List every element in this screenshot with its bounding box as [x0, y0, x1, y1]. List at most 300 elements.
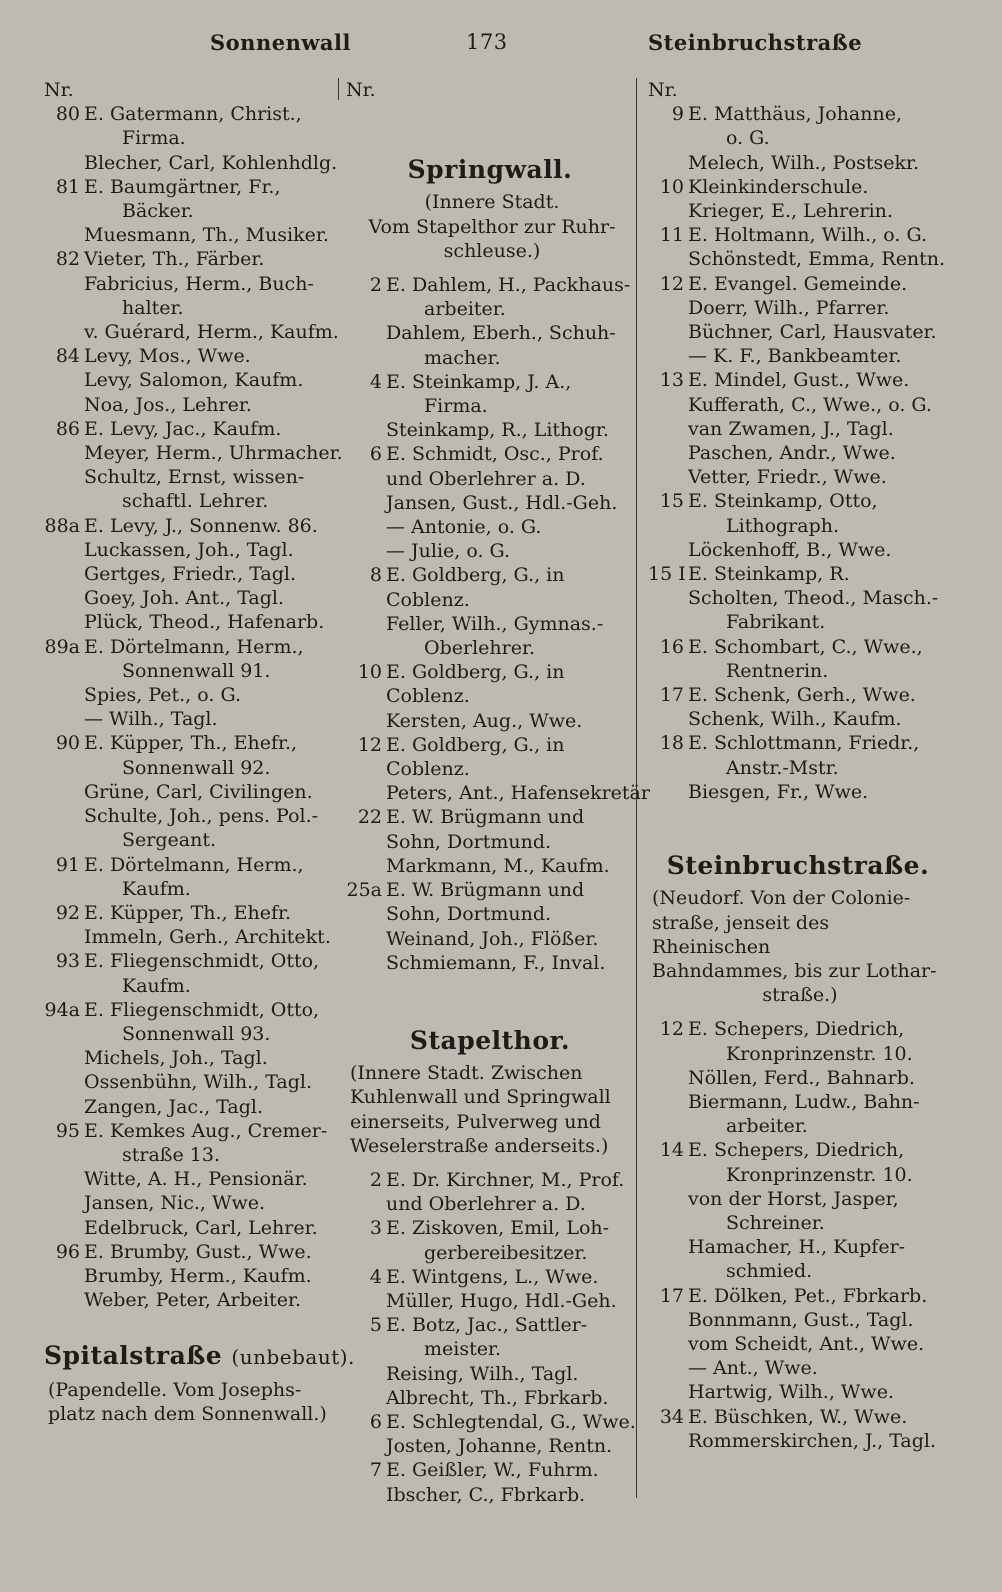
house-number: 95 — [55, 1119, 80, 1142]
house-number — [44, 804, 84, 828]
list-item — [346, 781, 650, 805]
list-item — [346, 951, 634, 975]
list-item — [648, 1187, 948, 1211]
steinbruchstrasse-entries — [648, 1017, 948, 1453]
list-item — [44, 804, 334, 828]
entry-text: Sonnenwall 91. — [122, 659, 271, 682]
list-item — [346, 588, 634, 612]
house-number: 91 — [55, 853, 80, 876]
house-number — [44, 489, 84, 513]
entry-text: Löckenhoff, B., Wwe. — [688, 538, 892, 561]
list-item — [346, 1313, 634, 1337]
house-number: 4 — [369, 1265, 382, 1288]
house-number — [648, 1380, 688, 1404]
entry-text: E. Schombart, C., Wwe., — [688, 635, 923, 658]
entry-text: E. Schepers, Diedrich, — [688, 1018, 905, 1041]
house-number: 16 — [659, 635, 684, 658]
list-item — [44, 901, 334, 925]
house-number — [346, 902, 386, 926]
entry-text: meister. — [424, 1338, 502, 1361]
entry-text: Nöllen, Ferd., Bahnarb. — [688, 1066, 915, 1089]
house-number: 5 — [369, 1314, 382, 1337]
entry-text: E. Goldberg, G., in — [386, 733, 565, 756]
house-number: 81 — [55, 175, 80, 198]
entry-text: — K. F., Bankbeamter. — [688, 345, 902, 368]
entry-text: Rentnerin. — [726, 659, 829, 682]
entry-text: Ossenbühn, Wilh., Tagl. — [84, 1071, 313, 1094]
entry-text: Melech, Wilh., Postsekr. — [688, 151, 920, 174]
house-number: 86 — [55, 417, 80, 440]
entry-text: Jansen, Gust., Hdl.-Geh. — [386, 491, 618, 514]
list-item — [346, 442, 634, 466]
list-item — [346, 491, 634, 515]
house-number — [648, 151, 688, 175]
entry-text: — Antonie, o. G. — [386, 516, 542, 539]
house-number — [648, 1235, 688, 1259]
entry-text: E. Goldberg, G., in — [386, 564, 565, 587]
entry-text: Fabrikant. — [726, 611, 826, 634]
entry-text: E. Steinkamp, J. A., — [386, 370, 572, 393]
entry-text: Coblenz. — [386, 685, 470, 708]
house-number — [346, 927, 386, 951]
entry-text: Sohn, Dortmund. — [386, 903, 552, 926]
list-item — [648, 1066, 948, 1090]
column-divider — [338, 78, 339, 100]
list-item — [648, 514, 948, 538]
list-item — [648, 610, 948, 634]
house-number: 89a — [44, 635, 80, 658]
house-number — [648, 586, 688, 610]
list-item — [346, 733, 634, 757]
house-number: 96 — [55, 1240, 80, 1263]
entry-text: Immeln, Gerh., Architekt. — [84, 926, 331, 949]
list-item — [44, 877, 334, 901]
list-item — [44, 1095, 334, 1119]
list-item — [44, 925, 334, 949]
entry-text: Doerr, Wilh., Pfarrer. — [688, 296, 890, 319]
house-number — [346, 321, 386, 345]
entry-text: E. Mindel, Gust., Wwe. — [688, 369, 910, 392]
house-number — [346, 709, 386, 733]
house-number — [346, 684, 386, 708]
house-number — [44, 1046, 84, 1070]
running-header-right: Steinbruchstraße — [648, 30, 863, 55]
section-desc-stapelthor: (Innere Stadt. Zwischen Kuhlenwall und Springwall einerseits, Pulverweg und Weselerstraße anderseits.) — [350, 1062, 611, 1157]
entry-text: straße 13. — [122, 1143, 220, 1166]
entry-text: Vetter, Friedr., Wwe. — [688, 466, 887, 489]
house-number: 11 — [659, 224, 684, 247]
house-number — [44, 780, 84, 804]
list-item — [648, 393, 948, 417]
list-item — [44, 368, 334, 392]
house-number — [44, 1167, 84, 1191]
list-item — [44, 417, 334, 441]
house-number — [648, 1090, 688, 1114]
house-number: 15 — [659, 490, 684, 513]
entry-text: Zangen, Jac., Tagl. — [84, 1095, 263, 1118]
section-desc-springwall: (Innere Stadt. Vom Stapelthor zur Ruhr- schleuse.) — [368, 191, 616, 262]
house-number — [44, 199, 84, 223]
house-number — [648, 659, 688, 683]
entry-text: E. Steinkamp, Otto, — [688, 490, 878, 513]
house-number — [346, 1386, 386, 1410]
list-item — [346, 709, 634, 733]
list-item — [648, 223, 948, 247]
house-number — [648, 756, 688, 780]
section-title-springwall: Springwall. — [407, 155, 573, 185]
list-item — [648, 731, 948, 755]
entry-text: Kronprinzenstr. 10. — [726, 1042, 913, 1065]
entry-text: E. Dr. Kirchner, M., Prof. — [386, 1168, 625, 1191]
springwall-entries — [346, 273, 650, 975]
entry-text: Sergeant. — [122, 829, 216, 852]
list-item — [346, 1483, 634, 1507]
house-number: 34 — [659, 1405, 684, 1428]
list-item — [44, 441, 343, 465]
entry-text: Kersten, Aug., Wwe. — [386, 709, 583, 732]
entry-text: Spies, Pet., o. G. — [84, 684, 241, 707]
house-number — [346, 588, 386, 612]
list-item — [648, 247, 948, 271]
house-number — [346, 539, 386, 563]
list-item — [44, 344, 334, 368]
list-item — [648, 1138, 948, 1162]
entry-text: E. Steinkamp, R. — [688, 563, 850, 586]
entry-text: Firma. — [424, 395, 488, 418]
house-number — [44, 272, 84, 296]
list-item — [346, 1434, 634, 1458]
list-item — [346, 321, 634, 345]
house-number: 80 — [55, 103, 80, 126]
list-item — [44, 998, 334, 1022]
entry-text: Goey, Joh. Ant., Tagl. — [84, 587, 285, 610]
entry-text: Schulte, Joh., pens. Pol.- — [84, 805, 319, 828]
section-title-spitalstrasse: Spitalstraße (unbebaut). — [44, 1341, 355, 1371]
house-number: 90 — [55, 732, 80, 755]
house-number — [648, 417, 688, 441]
house-number — [648, 1187, 688, 1211]
list-item — [648, 538, 948, 562]
house-number — [648, 320, 688, 344]
entry-text: Witte, A. H., Pensionär. — [84, 1168, 308, 1191]
house-number: 12 — [659, 1018, 684, 1041]
entry-text: Grüne, Carl, Civilingen. — [84, 780, 313, 803]
list-item — [44, 1167, 334, 1191]
list-item — [648, 659, 948, 683]
house-number: 2 — [369, 274, 382, 297]
house-number — [346, 346, 386, 370]
list-item — [648, 126, 948, 150]
entry-text: Peters, Ant., Hafensekretär — [386, 782, 650, 805]
entry-text: Schönstedt, Emma, Rentn. — [688, 248, 946, 271]
list-item — [346, 1168, 634, 1192]
entry-text: E. Botz, Jac., Sattler- — [386, 1314, 588, 1337]
entry-text: Jansen, Nic., Wwe. — [84, 1192, 266, 1215]
house-number — [648, 1114, 688, 1138]
house-number — [44, 877, 84, 901]
page-number: 173 — [466, 30, 508, 54]
sonnenwall-entries — [44, 102, 343, 1312]
entry-text: Krieger, E., Lehrerin. — [688, 200, 893, 223]
list-item — [346, 636, 634, 660]
list-item — [648, 586, 948, 610]
entry-text: E. Küpper, Th., Ehefr., — [84, 732, 298, 755]
house-number: 92 — [55, 901, 80, 924]
entry-text: schmied. — [726, 1260, 813, 1283]
entry-text: E. Geißler, W., Fuhrm. — [386, 1459, 599, 1482]
entry-text: E. Schmidt, Osc., Prof. — [386, 443, 604, 466]
house-number — [648, 538, 688, 562]
list-item — [346, 1265, 634, 1289]
list-item — [346, 418, 634, 442]
house-number — [346, 418, 386, 442]
list-item — [44, 683, 334, 707]
list-item — [346, 1458, 634, 1482]
list-item — [346, 1241, 634, 1265]
entry-text: E. Goldberg, G., in — [386, 661, 565, 684]
list-item — [44, 296, 334, 320]
house-number: 3 — [369, 1217, 382, 1240]
entry-text: o. G. — [726, 127, 770, 150]
house-number — [346, 491, 386, 515]
list-item — [44, 731, 334, 755]
list-item — [648, 417, 948, 441]
list-item — [346, 830, 634, 854]
list-item — [346, 297, 634, 321]
entry-text: Muesmann, Th., Musiker. — [84, 224, 329, 247]
house-number — [44, 1191, 84, 1215]
list-item — [648, 296, 948, 320]
entry-text: E. Fliegenschmidt, Otto, — [84, 998, 320, 1021]
list-item — [346, 684, 634, 708]
house-number — [648, 465, 688, 489]
entry-text: E. Evangel. Gemeinde. — [688, 272, 908, 295]
house-number: 88a — [44, 514, 80, 537]
house-number: 93 — [55, 950, 80, 973]
list-item — [648, 1332, 948, 1356]
house-number — [44, 151, 84, 175]
entry-text: von der Horst, Jasper, — [688, 1187, 899, 1210]
entry-text: E. Baumgärtner, Fr., — [84, 175, 281, 198]
entry-text: Noa, Jos., Lehrer. — [84, 393, 252, 416]
list-item — [44, 393, 334, 417]
house-number — [648, 610, 688, 634]
house-number — [648, 707, 688, 731]
house-number — [346, 1434, 386, 1458]
list-item — [44, 1022, 334, 1046]
entry-text: E. Dörtelmann, Herm., — [84, 635, 304, 658]
list-item — [44, 514, 334, 538]
entry-text: Sonnenwall 92. — [122, 756, 271, 779]
list-item — [648, 1380, 948, 1404]
list-item — [44, 780, 334, 804]
list-item — [648, 1259, 948, 1283]
list-item — [346, 515, 634, 539]
list-item — [44, 272, 334, 296]
entry-text: Meyer, Herm., Uhrmacher. — [84, 442, 343, 465]
house-number — [648, 441, 688, 465]
house-number: 4 — [369, 370, 382, 393]
list-item — [44, 1070, 334, 1094]
house-number — [44, 683, 84, 707]
entry-text: E. Dörtelmann, Herm., — [84, 853, 304, 876]
list-item — [648, 441, 948, 465]
nr-label-row — [346, 78, 634, 102]
house-number — [346, 757, 386, 781]
entry-text: Lithograph. — [726, 514, 840, 537]
list-item — [648, 151, 948, 175]
house-number — [346, 394, 386, 418]
house-number — [44, 586, 84, 610]
house-number — [648, 199, 688, 223]
list-item — [44, 1191, 334, 1215]
house-number: 2 — [369, 1168, 382, 1191]
house-number — [346, 781, 386, 805]
list-item — [648, 1017, 948, 1041]
list-item — [44, 247, 334, 271]
house-number — [44, 368, 84, 392]
entry-text: arbeiter. — [424, 298, 506, 321]
entry-text: Schultz, Ernst, wissen- — [84, 466, 305, 489]
list-item — [44, 659, 334, 683]
list-item — [346, 539, 634, 563]
entry-text: Weber, Peter, Arbeiter. — [84, 1289, 302, 1312]
house-number: 6 — [369, 1410, 382, 1433]
entry-text: halter. — [122, 296, 184, 319]
list-item — [648, 320, 948, 344]
house-number — [44, 465, 84, 489]
entry-text: Steinkamp, R., Lithogr. — [386, 419, 609, 442]
section-title-stapelthor: Stapelthor. — [409, 1025, 571, 1055]
house-number — [44, 1216, 84, 1240]
house-number — [44, 1095, 84, 1119]
list-item — [648, 780, 948, 804]
entry-text: — Ant., Wwe. — [688, 1357, 818, 1380]
list-item — [346, 805, 634, 829]
entry-text: — Julie, o. G. — [386, 540, 511, 563]
nr-label-row — [44, 78, 334, 102]
section-desc-spitalstrasse: (Papendelle. Vom Josephs- platz nach dem Sonnenwall.) — [48, 1378, 327, 1425]
house-number — [44, 538, 84, 562]
house-number — [648, 344, 688, 368]
list-item — [648, 1356, 948, 1380]
entry-text: Hamacher, H., Kupfer- — [688, 1236, 906, 1259]
entry-text: Kronprinzenstr. 10. — [726, 1163, 913, 1186]
entry-text: Hartwig, Wilh., Wwe. — [688, 1381, 894, 1404]
list-item — [44, 1216, 334, 1240]
entry-text: Albrecht, Th., Fbrkarb. — [386, 1386, 609, 1409]
entry-text: und Oberlehrer a. D. — [386, 1193, 586, 1216]
house-number: 7 — [369, 1459, 382, 1482]
house-number: 10 — [357, 661, 382, 684]
list-item — [346, 878, 634, 902]
house-number — [648, 1211, 688, 1235]
list-item — [346, 1216, 634, 1240]
column-1 — [44, 78, 355, 1436]
list-item — [346, 467, 634, 491]
house-number — [648, 1308, 688, 1332]
list-item — [44, 1046, 334, 1070]
entry-text: E. Levy, Jac., Kaufm. — [84, 417, 282, 440]
entry-text: Anstr.-Mstr. — [726, 756, 839, 779]
entry-text: E. Levy, J., Sonnenw. 86. — [84, 514, 318, 537]
house-number — [44, 925, 84, 949]
house-number — [44, 1070, 84, 1094]
list-item — [346, 1362, 634, 1386]
entry-text: und Oberlehrer a. D. — [386, 467, 586, 490]
entry-text: Feller, Wilh., Gymnas.- — [386, 612, 604, 635]
house-number — [648, 1429, 688, 1453]
entry-text: E. Brumby, Gust., Wwe. — [84, 1240, 312, 1263]
list-item — [648, 1163, 948, 1187]
nr-label: Nr. — [648, 79, 678, 101]
entry-text: Sonnenwall 93. — [122, 1022, 271, 1045]
entry-text: Reising, Wilh., Tagl. — [386, 1362, 579, 1385]
list-item — [648, 1090, 948, 1114]
house-number — [648, 1066, 688, 1090]
list-item — [44, 853, 334, 877]
entry-text: Müller, Hugo, Hdl.-Geh. — [386, 1289, 617, 1312]
entry-text: E. Schenk, Gerh., Wwe. — [688, 684, 916, 707]
nr-label: Nr. — [346, 79, 376, 101]
house-number — [44, 320, 84, 344]
list-item — [648, 175, 948, 199]
entry-text: vom Scheidt, Ant., Wwe. — [688, 1332, 925, 1355]
house-number: 9 — [671, 103, 684, 126]
house-number — [44, 1022, 84, 1046]
entry-text: Firma. — [122, 127, 186, 150]
list-item — [44, 1288, 334, 1312]
entry-text: arbeiter. — [726, 1115, 808, 1138]
house-number — [346, 830, 386, 854]
list-item — [648, 1211, 948, 1235]
list-item — [648, 707, 948, 731]
entry-text: E. Dölken, Pet., Fbrkarb. — [688, 1284, 928, 1307]
house-number — [648, 296, 688, 320]
list-item — [44, 828, 334, 852]
list-item — [648, 1429, 948, 1453]
entry-text: Levy, Mos., Wwe. — [84, 345, 251, 368]
list-item — [648, 635, 948, 659]
house-number — [648, 1332, 688, 1356]
entry-text: Josten, Johanne, Rentn. — [386, 1435, 613, 1458]
list-item — [346, 757, 634, 781]
list-item — [648, 1405, 948, 1429]
entry-text: Schreiner. — [726, 1211, 825, 1234]
list-item — [346, 660, 634, 684]
list-item — [44, 151, 338, 175]
house-number — [44, 562, 84, 586]
house-number — [648, 1163, 688, 1187]
entry-text: Büchner, Carl, Hausvater. — [688, 321, 937, 344]
entry-text: Rommerskirchen, J., Tagl. — [688, 1429, 937, 1452]
house-number — [346, 1241, 386, 1265]
house-number — [346, 636, 386, 660]
list-item — [44, 707, 334, 731]
nr-label: Nr. — [44, 79, 74, 101]
list-item — [346, 370, 634, 394]
house-number: 12 — [357, 733, 382, 756]
entry-text: Coblenz. — [386, 588, 470, 611]
house-number — [44, 828, 84, 852]
entry-text: E. Schlegtendal, G., Wwe. — [386, 1410, 636, 1433]
list-item — [44, 223, 334, 247]
house-number: 25a — [346, 879, 382, 902]
house-number — [648, 1042, 688, 1066]
list-item — [346, 1192, 634, 1216]
house-number: 14 — [659, 1139, 684, 1162]
entry-text: Coblenz. — [386, 758, 470, 781]
